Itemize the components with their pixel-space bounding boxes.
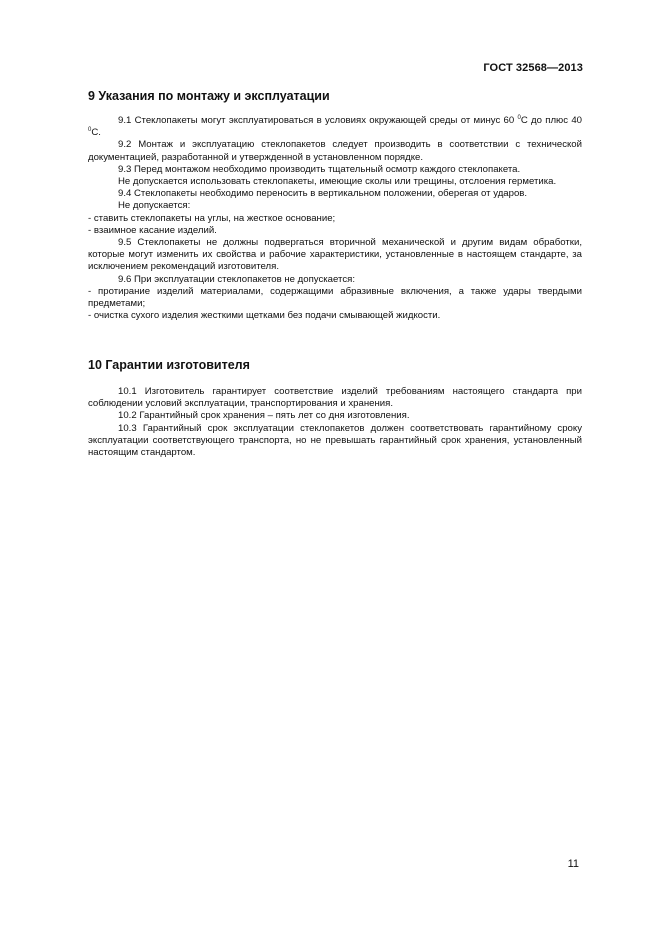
degree-superscript: 0 (88, 127, 92, 134)
document-id-header: ГОСТ 32568—2013 (483, 62, 583, 74)
list-item: - взаимное касание изделий. (88, 224, 217, 236)
paragraph-9-2: 9.2 Монтаж и эксплуатацию стеклопакетов следует производить в соответствии с технической документацией, разработанной и утвержденной в установленном порядке. (88, 139, 582, 163)
paragraph-10-3: 10.3 Гарантийный срок эксплуатации стеклопакетов должен соответствовать гарантийному сроку эксплуатации соответствующего транспорта, но не превышать гарантийный срок хранения, установленный настоящим стандартом. (88, 422, 582, 459)
section-9-body (88, 115, 582, 322)
paragraph-10-2: 10.2 Гарантийный срок хранения – пять лет со дня изготовления. (118, 410, 410, 422)
paragraph-9-6: 9.6 При эксплуатации стеклопакетов не допускается: (118, 273, 355, 285)
list-item: - протирание изделий материалами, содержащими абразивные включения, а также удары твердыми предметами; (88, 285, 582, 310)
paragraph-10-1: 10.1 Изготовитель гарантирует соответствие изделий требованиям настоящего стандарта при соблюдении условий эксплуатации, транспортирования и хранения. (88, 386, 582, 410)
paragraph-9-5: 9.5 Стеклопакеты не должны подвергаться вторичной механической и другим видам обработки, которые могут изменить их свойства и рабочие характеристики, установленные в настоящем стандарте, за исключением рекомендаций изготовителя. (88, 237, 582, 273)
paragraph-9-1-text-c: С. (91, 127, 101, 139)
paragraph-9-4: 9.4 Стеклопакеты необходимо переносить в вертикальном положении, оберегая от ударов. (118, 188, 528, 200)
paragraph-9-3-note: Не допускается использовать стеклопакеты, имеющие сколы или трещины, отслоения герметика. (118, 176, 557, 188)
section-10-heading: 10 Гарантии изготовителя (88, 358, 250, 372)
list-item: - очистка сухого изделия жесткими щетками без подачи смывающей жидкости. (88, 310, 441, 322)
paragraph-9-1-text-a: 9.1 Стеклопакеты могут эксплуатироваться в условиях окружающей среды от минус 60 (118, 115, 518, 126)
degree-superscript: 0 (517, 114, 521, 121)
list-item: - ставить стеклопакеты на углы, на жесткое основание; (88, 212, 336, 224)
section-10-body (88, 386, 582, 459)
section-9-heading: 9 Указания по монтажу и эксплуатации (88, 89, 330, 103)
paragraph-9-3: 9.3 Перед монтажом необходимо производить тщательный осмотр каждого стеклопакета. (118, 163, 521, 175)
page-number: 11 (567, 858, 579, 870)
paragraph-9-4-not-allowed: Не допускается: (118, 200, 191, 212)
paragraph-9-1-text-b: С до плюс 40 (520, 115, 582, 126)
paragraph-9-1 (88, 115, 582, 139)
